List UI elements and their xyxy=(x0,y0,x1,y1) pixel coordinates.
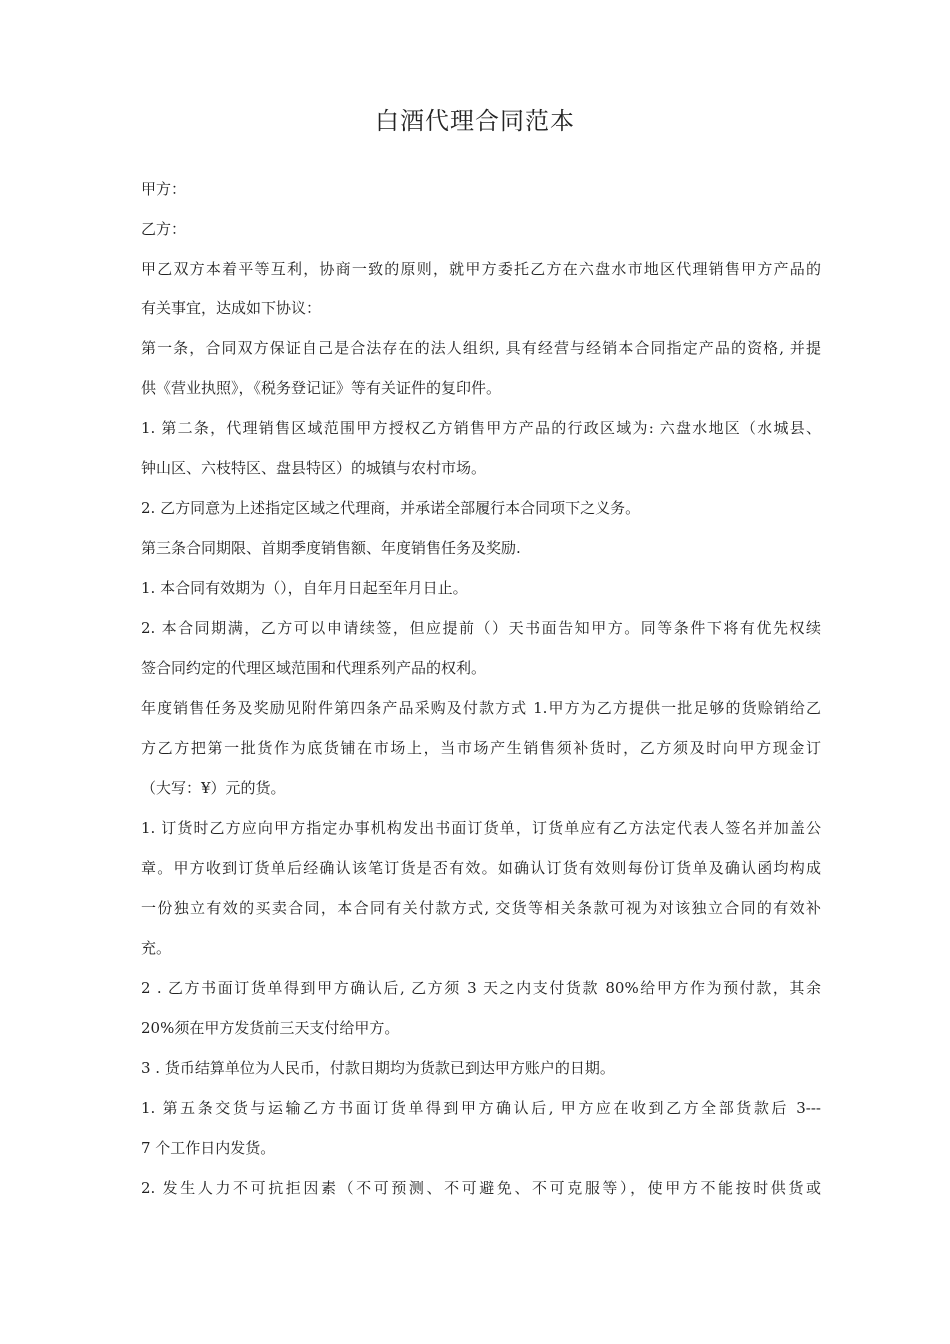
paragraph-line: 甲乙双方本着平等互利，协商一致的原则，就甲方委托乙方在六盘水市地区代理销售甲方产品的 xyxy=(141,260,821,278)
paragraph-line: 方乙方把第一批货作为底货铺在市场上，当市场产生销售须补货时，乙方须及时向甲方现金订 xyxy=(141,739,821,757)
document-title: 白酒代理合同范本 xyxy=(375,107,575,135)
paragraph-line: 1. 本合同有效期为（），自年月日起至年月日止。 xyxy=(141,579,468,597)
paragraph-line: 1. 订货时乙方应向甲方指定办事机构发出书面订货单，订货单应有乙方法定代表人签名并加盖公 xyxy=(141,819,821,837)
paragraph-line: 2. 发生人力不可抗拒因素（不可预测、不可避免、不可克服等），使甲方不能按时供货或 xyxy=(141,1179,821,1197)
paragraph-line: 2. 乙方同意为上述指定区域之代理商，并承诺全部履行本合同项下之义务。 xyxy=(141,499,641,517)
paragraph-line: 7 个工作日内发货。 xyxy=(141,1139,276,1157)
paragraph-line: 乙方： xyxy=(141,220,187,238)
paragraph-line: 第三条合同期限、首期季度销售额、年度销售任务及奖励. xyxy=(141,539,521,557)
paragraph-line: 甲方： xyxy=(141,180,187,198)
paragraph-line: 供《营业执照》，《税务登记证》等有关证件的复印件。 xyxy=(141,379,502,397)
paragraph-line: 2 . 乙方书面订货单得到甲方确认后, 乙方须 3 天之内支付货款 80%给甲方作为预付款，其余 xyxy=(141,979,821,997)
paragraph-line: 签合同约定的代理区域范围和代理系列产品的权利。 xyxy=(141,659,487,677)
paragraph-line: 3 . 货币结算单位为人民币，付款日期均为货款已到达甲方账户的日期。 xyxy=(141,1059,615,1077)
paragraph-line: 一份独立有效的买卖合同，本合同有关付款方式, 交货等相关条款可视为对该独立合同的有效补 xyxy=(141,899,821,917)
paragraph-line: 20%须在甲方发货前三天支付给甲方。 xyxy=(141,1019,400,1037)
paragraph-line: 1. 第二条，代理销售区域范围甲方授权乙方销售甲方产品的行政区域为: 六盘水地区（水城县、 xyxy=(141,419,821,437)
paragraph-line: 第一条，合同双方保证自己是合法存在的法人组织, 具有经营与经销本合同指定产品的资格, 并提 xyxy=(141,339,821,357)
paragraph-line: 2. 本合同期满，乙方可以申请续签，但应提前（）天书面告知甲方。同等条件下将有优先权续 xyxy=(141,619,821,637)
paragraph-line: 充。 xyxy=(141,939,172,957)
paragraph-line: 年度销售任务及奖励见附件第四条产品采购及付款方式 1.甲方为乙方提供一批足够的货赊销给乙 xyxy=(141,699,821,717)
paragraph-line: （大写：¥）元的货。 xyxy=(141,779,286,797)
paragraph-line: 1. 第五条交货与运输乙方书面订货单得到甲方确认后, 甲方应在收到乙方全部货款后 3--- xyxy=(141,1099,821,1117)
paragraph-line: 有关事宜，达成如下协议： xyxy=(141,299,322,317)
paragraph-line: 章。甲方收到订货单后经确认该笔订货是否有效。如确认订货有效则每份订货单及确认函均构成 xyxy=(141,859,821,877)
paragraph-line: 钟山区、六枝特区、盘县特区）的城镇与农村市场。 xyxy=(141,459,487,477)
